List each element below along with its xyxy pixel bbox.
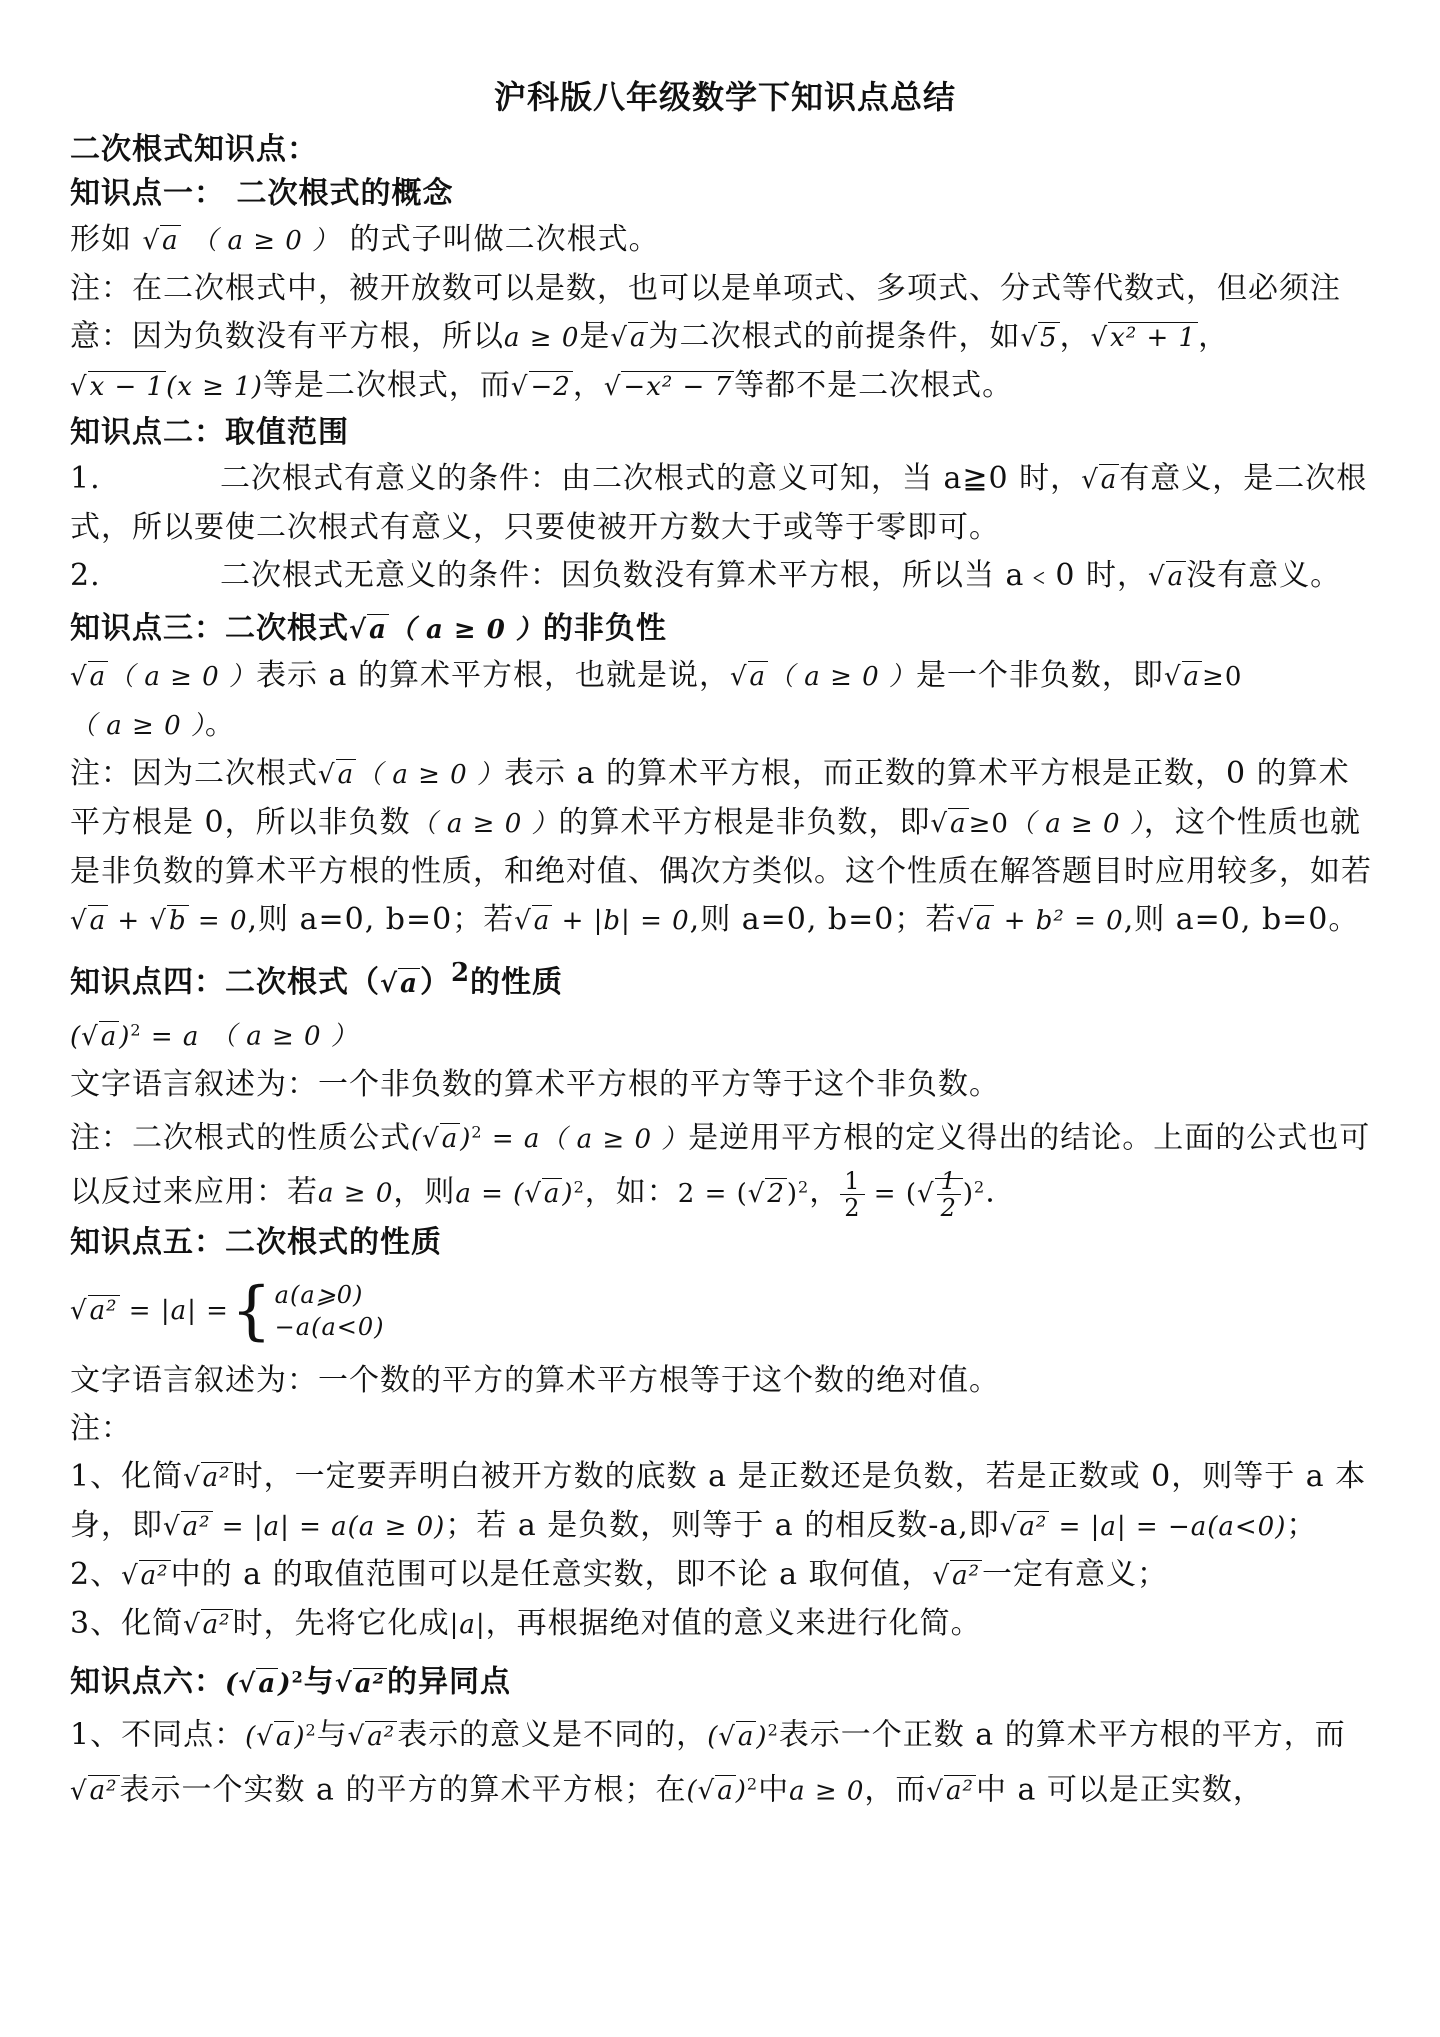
formula-sqrt-m2: √−2 (510, 372, 571, 402)
k5-note-2: 2、√a²中的 a 的取值范围可以是任意实数，即不论 a 取何值，√a²一定有意义； (70, 1557, 1169, 1593)
formula-sqrt-a: √a (380, 969, 418, 999)
formula-sqrt-a2: √a² (926, 1776, 974, 1807)
formula-sqrt-xm1: √x − 1(x ≥ 1) (70, 372, 263, 402)
k6-heading: 知识点六：$(√a)^2$与√a²的异同点 (70, 1665, 512, 1701)
section-heading: 二次根式知识点： (70, 132, 318, 167)
k3-heading: 知识点三：二次根式√a（ a ≥ 0 ）的非负性 (70, 611, 667, 646)
k4-text: 文字语言叙述为：一个非负数的算术平方根的平方等于这个非负数。 (70, 1066, 1000, 1102)
formula-condition: （ a ≥ 0 ） (191, 226, 340, 256)
formula-sqrt-a2: √a² (183, 1610, 231, 1641)
formula-sqrt-mx2m7: √−x² − 7 (603, 372, 733, 402)
k4-note: 注：二次根式的性质公式$(√a)^2 = a$（ a ≥ 0 ）是逆用平方根的定义得出的结论。上面的公式也可以反过来应用：若a ≥ 0，则$a = (√a)^2$，如：$2 = (√2)^2$， $\frac{1}{2}$ = (√ $\frac{1}{2}$ )$^2$. (70, 1120, 1371, 1223)
formula-a-eq-sqrt-a-squared: $a = (√a)^2$ (455, 1177, 585, 1209)
formula-sqrt-a: √a (610, 323, 647, 353)
k5-text: 文字语言叙述为：一个数的平方的算术平方根等于这个数的绝对值。 (70, 1363, 1000, 1399)
formula-sqrt-a-squared: $(√a)^2$ (225, 1667, 304, 1700)
k1-note: 注：在二次根式中，被开放数可以是数，也可以是单项式、多项式、分式等代数式，但必须注意：因为负数没有平方根，所以a ≥ 0是√a为二次根式的前提条件，如√5，√x² + 1，√x − 1(x ≥ 1)等是二次根式，而√−2，√−x² − 7等都不是二次根式。 (70, 271, 1341, 403)
formula-ge0: a ≥ 0 (504, 323, 580, 353)
formula-sqrt-a-squared: $(√a)^2$ (245, 1720, 317, 1752)
formula-sqrt-a: √a (729, 662, 767, 692)
k2-item-1: 1. 二次根式有意义的条件：由二次根式的意义可知，当 a≧0 时，√a有意义，是二次根式，所以要使二次根式有意义，只要使被开方数大于或等于零即可。 (70, 461, 1368, 545)
formula-sqrt-a: √a (1081, 465, 1118, 495)
formula-sqrt-a: √a (349, 615, 387, 645)
k3-note: 注：因为二次根式√a（ a ≥ 0 ）表示 a 的算术平方根，而正数的算术平方根是正数，0 的算术平方根是 0，所以非负数（ a ≥ 0 ）的算术平方根是非负数，即√a≥0（ a ≥ 0 ），这个性质也就是非负数的算术平方根的性质，和绝对值、偶次方类似。这个性质在解答题目时应用较多，如若√a + √b = 0,则 a=0, b=0；若√a + |b| = 0,则 a=0, b=0；若√a + b² = 0,则 a=0, b=0。 (70, 756, 1372, 937)
formula-sqrt-a-squared: $(√a)^2$ (707, 1720, 779, 1752)
formula-sqrt-a: √a (318, 760, 355, 790)
k5-formula (70, 1265, 1380, 1357)
k1-heading: 知识点一： 二次根式的概念 (70, 176, 454, 211)
formula-sqrt-a2-eq-a: √a² = |a| = a(a ≥ 0) (163, 1512, 446, 1543)
k2-item-2: 2. 二次根式无意义的条件：因负数没有算术平方根，所以当 a﹤0 时，√a没有意义。 (70, 558, 1342, 593)
formula-sqrt-a-plus-sqrt-b: √a + √b = 0 (70, 906, 248, 936)
formula-sqrt-a-plus-b2: √a + b² = 0 (956, 906, 1124, 936)
formula-sqrt-a-squared: $(√a)^2 = a$ (411, 1122, 541, 1155)
k1-definition: 形如 √a （ a ≥ 0 ） 的式子叫做二次根式。 (70, 222, 660, 257)
k4-formula: $(√a)^2 = a$ （ a ≥ 0 ） (70, 1020, 358, 1052)
document-page (70, 72, 1380, 1815)
formula-sqrt-a: √a (1148, 562, 1185, 592)
formula-sqrt-a: √a (930, 809, 967, 839)
formula-sqrt-a2: √a² = |a| = (70, 1296, 229, 1327)
k6-diff: 1、不同点：$(√a)^2$与√a²表示的意义是不同的，$(√a)^2$表示一个正数 a 的算术平方根的平方，而√a²表示一个实数 a 的平方的算术平方根；在$(√a)^2$中a ≥ 0，而√a²中 a 可以是正实数， (70, 1717, 1346, 1808)
formula-sqrt-a: √a (70, 662, 107, 692)
formula-sqrt-a2: √a² (70, 1776, 118, 1807)
formula-sqrt-a-squared: $(√a)^2$ (686, 1774, 759, 1807)
formula-sqrt-a-squared: $(√a)^2 = a$ (70, 1020, 200, 1052)
k2-heading: 知识点二：取值范围 (70, 415, 349, 450)
formula-sqrt-a2: √a² (334, 1669, 386, 1700)
document-title: 沪科版八年级数学下知识点总结 (493, 78, 956, 116)
k5-note-1: 1、化简√a²时，一定要弄明白被开方数的底数 a 是正数还是负数，若是正数或 0，则等于 a 本身，即√a² = |a| = a(a ≥ 0)；若 a 是负数，则等于 a 的相反数-a,即√a² = |a| = −a(a<0)； (70, 1459, 1367, 1544)
k3-statement: √a（ a ≥ 0 ）表示 a 的算术平方根，也就是说，√a（ a ≥ 0 ）是一个非负数，即√a≥0（ a ≥ 0 ）。 (70, 658, 1243, 742)
formula-2-eq-sqrt2-squared: $2 = (√2)^2$ (677, 1177, 810, 1209)
k4-heading: 知识点四：二次根式$(√a)^2$的性质 (70, 958, 564, 1000)
formula-sqrt-a2-eq-neg-a: √a² = |a| = −a(a<0) (999, 1512, 1287, 1543)
formula-sqrt-a2: √a² (932, 1561, 981, 1592)
formula-sqrt-a-plus-abs-b: √a + |b| = 0 (514, 906, 690, 936)
k5-heading: 知识点五：二次根式的性质 (70, 1225, 442, 1261)
k5-note-3: 3、化简√a²时，先将它化成|a|，再根据绝对值的意义来进行化简。 (70, 1606, 982, 1642)
formula-sqrt-a: √a (1163, 662, 1201, 692)
k5-note-label: 注： (70, 1411, 132, 1447)
formula-sqrt-a2: √a² (121, 1561, 169, 1592)
formula-sqrt-a2: √a² (183, 1463, 231, 1494)
formula-abs-a: |a| (449, 1610, 486, 1641)
formula-sqrt-x2p1: √x² + 1 (1090, 323, 1197, 353)
piecewise-cases: { a(a⩾0) −a(a<0) (230, 1274, 385, 1349)
formula-half-eq-sqrt-half-squared: $\frac{1}{2}$ = (√ $\frac{1}{2}$ )$^2$ (840, 1179, 985, 1209)
formula-sqrt-5: √5 (1020, 323, 1058, 353)
formula-sqrt-a2: √a² (347, 1721, 396, 1752)
formula-sqrt-a: √a (142, 226, 179, 256)
